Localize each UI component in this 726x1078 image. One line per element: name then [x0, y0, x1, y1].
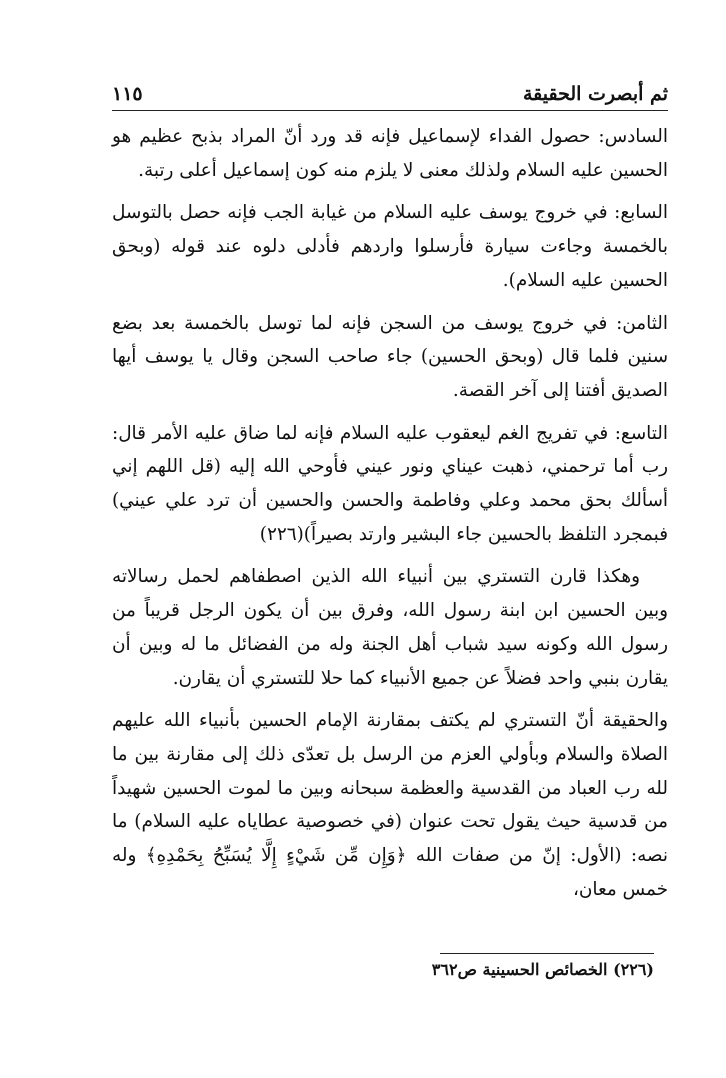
footnote-separator	[440, 953, 654, 954]
page-header	[112, 66, 668, 111]
body-text	[112, 120, 668, 915]
paragraph-truth: والحقيقة أنّ التستري لم يكتف بمقارنة الإمام الحسين بأنبياء الله عليهم الصلاة والسلام وبأولي العزم من الرسل بل تعدّى ذلك إلى مقارنة بين ما لله رب العباد من القدسية والعظمة سبحانه وبين ما لموت الحسين شهيداً من قدسية حيث يقول تحت عنوان (في خصوصية عطاياه عليه السلام) ما نصه: (الأول: إنّ من صفات الله ﴿وَإِن مِّن شَيْءٍ إِلَّا يُسَبِّحُ بِحَمْدِهِ﴾ وله خمس معان،	[112, 710, 668, 900]
running-title: ثم أبصرت الحقيقة	[522, 83, 668, 105]
paragraph-ninth: التاسع: في تفريج الغم ليعقوب عليه السلام فإنه لما ضاق عليه الأمر قال: رب أما ترحمني، ذهبت عيناي ونور عيني فأوحي الله إليه (قل اللهم إني أسألك بحق محمد وعلي وفاطمة والحسن والحسين أن ترد علي عيني) فبمجرد التلفظ بالحسين جاء البشير وارتد بصيراً)(٢٢٦)	[112, 422, 668, 545]
paragraph-seventh: السابع: في خروج يوسف عليه السلام من غيابة الجب فإنه حصل بالتوسل بالخمسة وجاءت سيارة فأرسلوا واردهم فأدلى دلوه عند قوله (وبحق الحسين عليه السلام).	[112, 202, 668, 291]
paragraph-sixth: السادس: حصول الفداء لإسماعيل فإنه قد ورد أنّ المراد بذبح عظيم هو الحسين عليه السلام ولذلك معنى لا يلزم منه كون إسماعيل أعلى رتبة.	[112, 126, 668, 181]
paragraph-comparison: وهكذا قارن التستري بين أنبياء الله الذين اصطفاهم لحمل رسالاته وبين الحسين ابن ابنة رسول الله، وفرق بين أن يكون الرجل قريباً من رسول الله وكونه سيد شباب أهل الجنة وله من الفضائل ما له وبين أن يقارن بنبي واحد فضلاً عن جميع الأنبياء كما حلا للتستري أن يقارن.	[112, 566, 668, 689]
footnote: (٢٢٦) الخصائص الحسينية ص٣٦٢	[431, 960, 654, 979]
paragraph-eighth: الثامن: في خروج يوسف من السجن فإنه لما توسل بالخمسة بعد بضع سنين فلما قال (وبحق الحسين) جاء صاحب السجن وقال يا يوسف أيها الصديق أفتنا إلى آخر القصة.	[112, 312, 668, 401]
page-number: ١١٥	[112, 83, 143, 105]
